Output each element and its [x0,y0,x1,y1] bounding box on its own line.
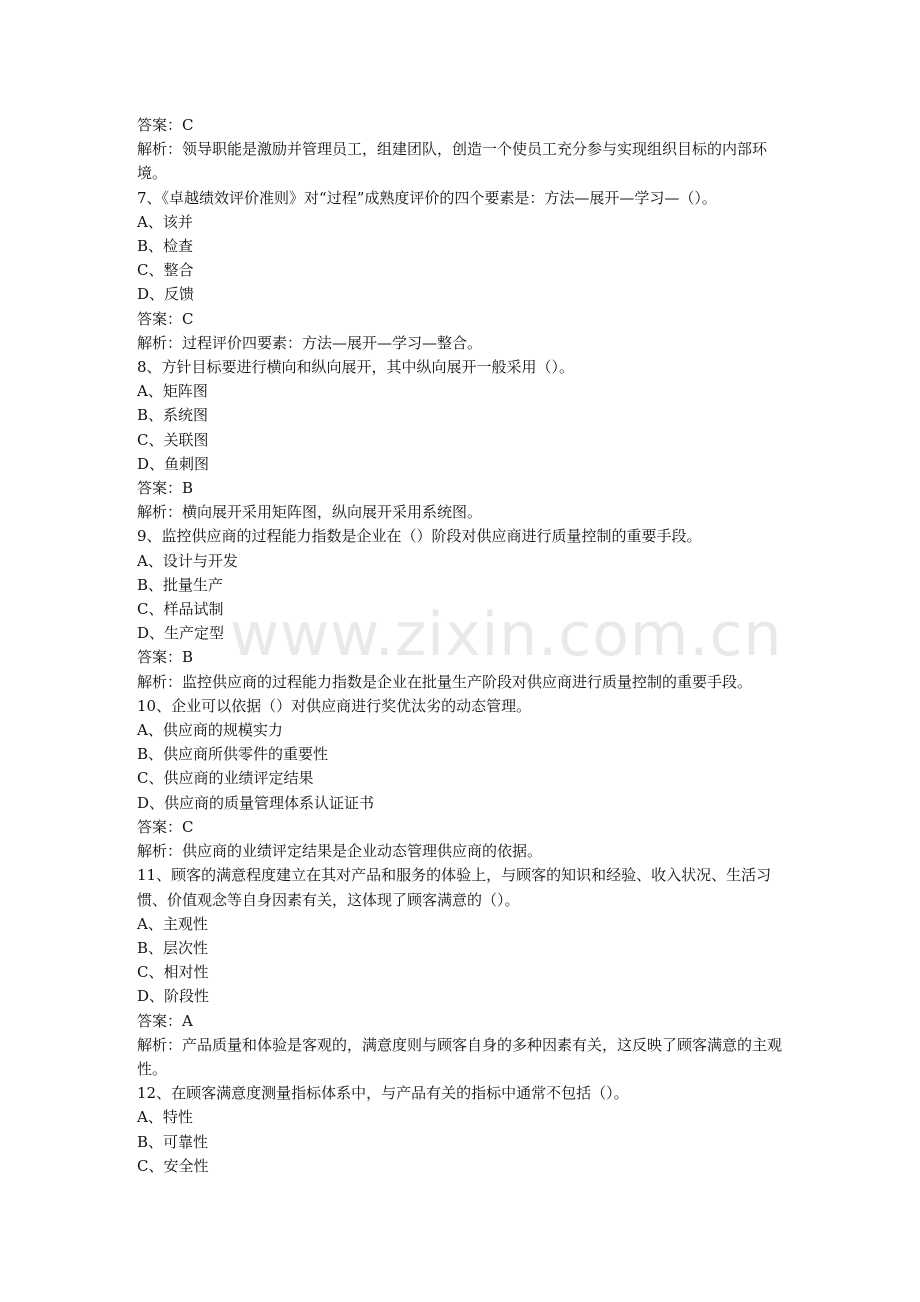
option-text: C、关联图 [137,430,209,449]
answer-text: 答案：B [137,479,194,498]
question-text: 9、监控供应商的过程能力指数是企业在（）阶段对供应商进行质量控制的重要手段。 [137,527,702,546]
option-text: A、特性 [137,1108,193,1127]
answer-text: 答案：C [137,116,194,134]
option-text: D、阶段性 [137,987,210,1006]
option-text: A、设计与开发 [137,551,238,570]
option-text: A、该并 [137,212,193,231]
option-text: D、生产定型 [137,624,225,643]
analysis-text: 解析：过程评价四要素：方法—展开—学习—整合。 [137,333,483,352]
option-text: D、供应商的质量管理体系认证证书 [137,793,375,812]
option-text: C、安全性 [137,1156,209,1175]
option-text: A、主观性 [137,914,208,933]
question-text: 12、在顾客满意度测量指标体系中，与产品有关的指标中通常不包括（）。 [137,1084,629,1103]
option-text: D、反馈 [137,285,195,304]
option-text: B、供应商所供零件的重要性 [137,745,329,764]
answer-text: 答案：B [137,648,194,667]
question-text: 11、顾客的满意程度建立在其对产品和服务的体验上，与顾客的知识和经验、收入状况、生活习惯、价值观念等自身因素有关，这体现了顾客满意的（）。 [137,866,772,909]
answer-text: 答案：C [137,817,194,836]
option-text: B、可靠性 [137,1132,209,1151]
watermark-text: www.zixin.com.cn [230,600,783,670]
question-text: 7、《卓越绩效评价准则》对“过程”成熟度评价的四个要素是：方法—展开—学习—（）。 [137,188,717,207]
option-text: B、批量生产 [137,575,224,594]
question-text: 10、企业可以依据（）对供应商进行奖优汰劣的动态管理。 [137,696,532,715]
option-text: A、供应商的规模实力 [137,721,283,740]
analysis-text: 解析：领导职能是激励并管理员工，组建团队，创造一个使员工充分参与实现组织目标的内部环境。 [137,140,768,183]
analysis-text: 解析：产品质量和体验是客观的，满意度则与顾客自身的多种因素有关，这反映了顾客满意的主观性。 [137,1035,783,1078]
option-text: C、整合 [137,261,194,280]
answer-text: 答案：C [137,309,194,328]
answer-text: 答案：A [137,1011,193,1030]
analysis-text: 解析：横向展开采用矩阵图，纵向展开采用系统图。 [137,503,483,522]
question-text: 8、方针目标要进行横向和纵向展开，其中纵向展开一般采用（）。 [137,358,575,377]
option-text: B、系统图 [137,406,209,425]
analysis-text: 解析：监控供应商的过程能力指数是企业在批量生产阶段对供应商进行质量控制的重要手段。 [137,672,753,691]
option-text: C、样品试制 [137,600,224,619]
option-text: C、相对性 [137,963,209,982]
option-text: B、层次性 [137,938,209,957]
option-text: D、鱼刺图 [137,454,210,473]
option-text: C、供应商的业绩评定结果 [137,769,314,788]
option-text: B、检查 [137,237,194,256]
document-body [137,113,787,1178]
analysis-text: 解析：供应商的业绩评定结果是企业动态管理供应商的依据。 [137,842,543,861]
option-text: A、矩阵图 [137,382,208,401]
